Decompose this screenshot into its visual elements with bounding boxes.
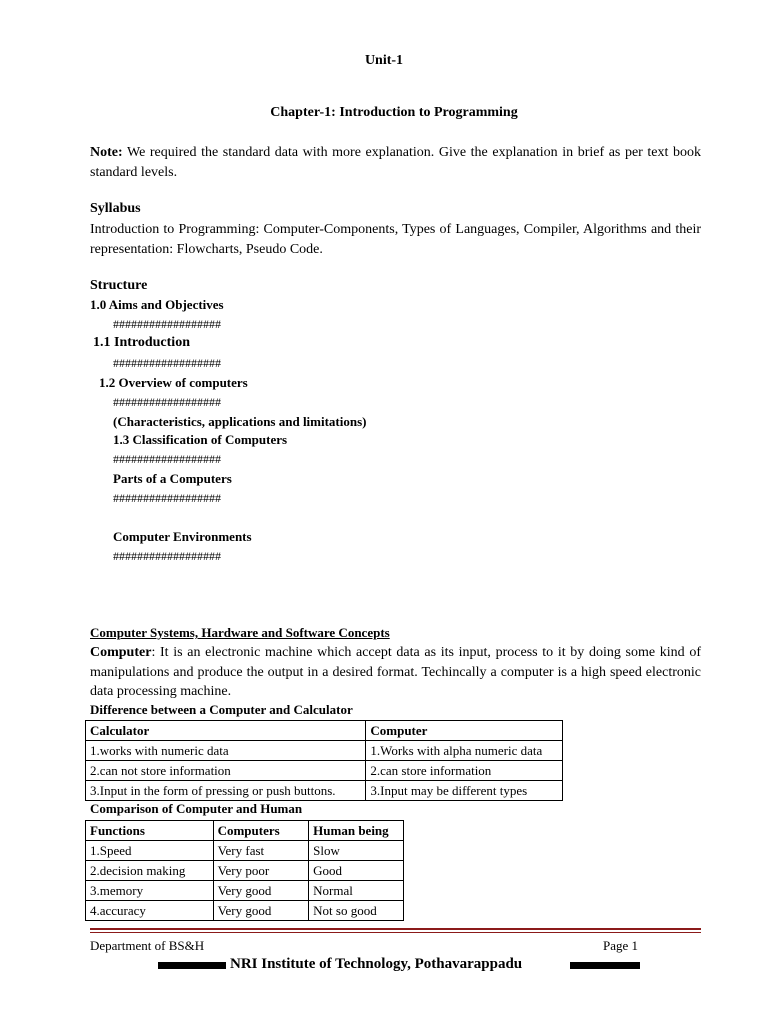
footer-rule-thin <box>90 932 701 933</box>
table-row <box>86 741 563 761</box>
placeholder-hash: ################## <box>113 395 221 409</box>
table-row <box>86 841 404 861</box>
structure-1-1: 1.1 Introduction <box>93 335 190 350</box>
footer-rule <box>90 928 701 930</box>
table-cell: Very good <box>213 901 309 921</box>
table-cell: Normal <box>309 881 404 901</box>
syllabus-heading: Syllabus <box>90 201 141 216</box>
table-cell: Not so good <box>309 901 404 921</box>
table-cell: 2.can not store information <box>86 761 366 781</box>
computer-definition <box>90 643 701 702</box>
table-cell: 3.memory <box>86 881 214 901</box>
footer-department: Department of BS&H <box>90 938 205 953</box>
structure-1-2: 1.2 Overview of computers <box>99 375 248 390</box>
table-row <box>86 861 404 881</box>
structure-environments: Computer Environments <box>113 529 252 544</box>
note-text: We required the standard data with more explanation. Give the explanation in brief as per text book standard levels. <box>90 145 701 180</box>
footer-page-number: Page 1 <box>603 938 639 953</box>
computer-text: : It is an electronic machine which accept data as its input, process to it by doing some kind of manipulations and produce the output in a desired format. Techincally a computer is a high speed electronic data processing machine. <box>90 645 701 699</box>
syllabus-text: Introduction to Programming: Computer-Components, Types of Languages, Compiler, Algorithms and their representation: Flowcharts, Pseudo Code. <box>90 222 701 257</box>
table-cell: 1.works with numeric data <box>86 741 366 761</box>
unit-title: Unit-1 <box>364 53 404 68</box>
placeholder-hash: ################## <box>113 317 221 331</box>
table-row <box>86 881 404 901</box>
calculator-computer-table <box>85 720 563 801</box>
structure-1-3: 1.3 Classification of Computers <box>113 432 288 447</box>
table-cell: Very fast <box>213 841 309 861</box>
structure-1-0: 1.0 Aims and Objectives <box>90 297 224 312</box>
structure-parts: Parts of a Computers <box>113 471 232 486</box>
footer-institute: NRI Institute of Technology, Pothavarappadu <box>230 956 523 972</box>
table-row <box>86 901 404 921</box>
table-cell: 1.Works with alpha numeric data <box>366 741 563 761</box>
table-cell: Good <box>309 861 404 881</box>
structure-heading: Structure <box>90 278 148 293</box>
table-header-row <box>86 721 563 741</box>
table-cell: 2.decision making <box>86 861 214 881</box>
table-cell: Very poor <box>213 861 309 881</box>
concepts-heading: Computer Systems, Hardware and Software Concepts <box>90 625 390 640</box>
table-cell: 4.accuracy <box>86 901 214 921</box>
table-header-cell: Computers <box>213 821 309 841</box>
table-cell: 1.Speed <box>86 841 214 861</box>
table1-caption: Difference between a Computer and Calculator <box>90 702 353 717</box>
table-header-cell: Computer <box>366 721 563 741</box>
table-cell: Slow <box>309 841 404 861</box>
table-row <box>86 781 563 801</box>
table-header-cell: Calculator <box>86 721 366 741</box>
table-cell: 3.Input in the form of pressing or push buttons. <box>86 781 366 801</box>
note-label: Note: <box>90 145 123 160</box>
computer-label: Computer <box>90 645 152 660</box>
note-paragraph <box>90 143 701 182</box>
placeholder-hash: ################## <box>113 356 221 370</box>
placeholder-hash: ################## <box>113 491 221 505</box>
computer-human-table <box>85 820 404 921</box>
footer-left-bar <box>158 962 226 969</box>
table-header-row <box>86 821 404 841</box>
placeholder-hash: ################## <box>113 549 221 563</box>
table2-caption: Comparison of Computer and Human <box>90 801 303 816</box>
structure-1-2-sub: (Characteristics, applications and limitations) <box>113 414 367 429</box>
table-cell: Very good <box>213 881 309 901</box>
table-row <box>86 761 563 781</box>
chapter-title: Chapter-1: Introduction to Programming <box>270 105 518 120</box>
placeholder-hash: ################## <box>113 452 221 466</box>
table-header-cell: Functions <box>86 821 214 841</box>
footer-right-bar <box>570 962 640 969</box>
table-header-cell: Human being <box>309 821 404 841</box>
table-cell: 2.can store information <box>366 761 563 781</box>
table-cell: 3.Input may be different types <box>366 781 563 801</box>
